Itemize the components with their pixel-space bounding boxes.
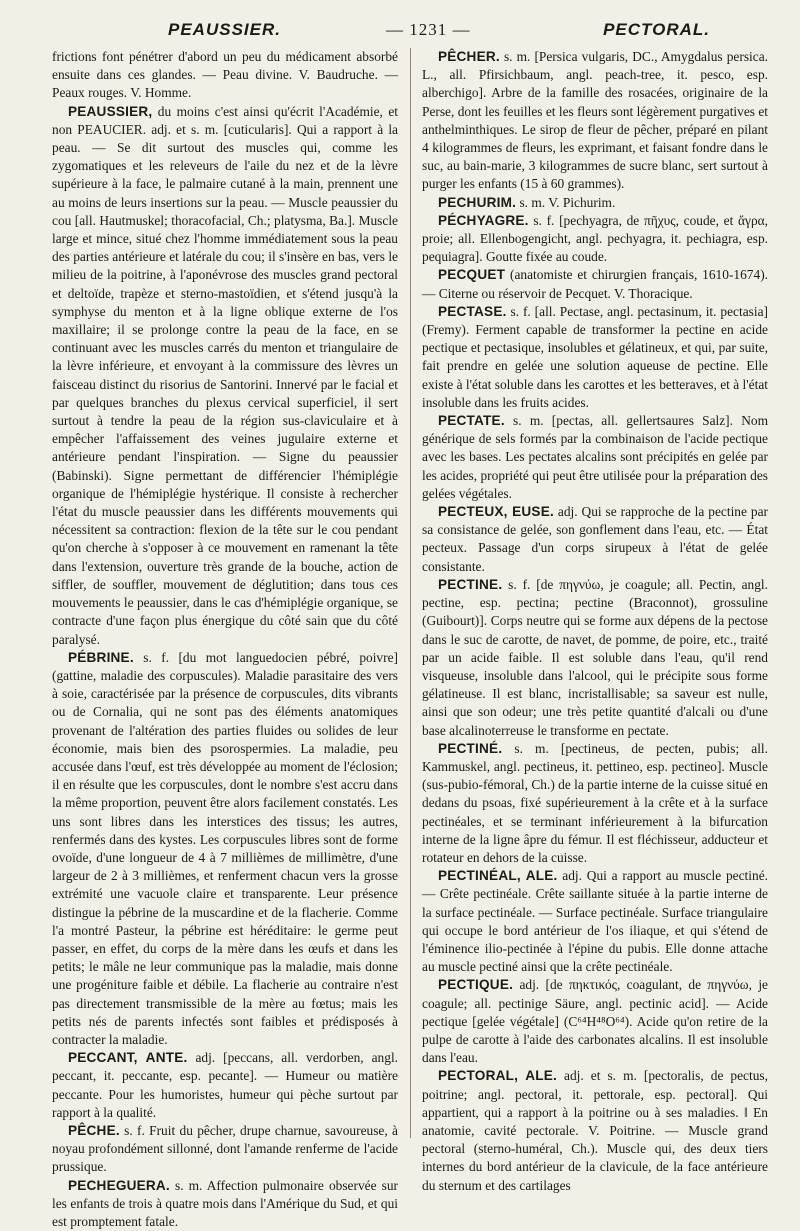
page-number: — 1231 — bbox=[386, 20, 471, 39]
entry-text: s. f. [de πηγνύω, je coagule; all. Pectin, angl. pectine, esp. pectina; pectine (Braconnot), grossuline (Guibourt)]. Corps neutre qui se forme aux dépens de la pectose dans le suc de carotte, de navet, de pomme, de poire, etc., traité par un acide faible. Il est soluble dans l'eau, qu'il rend visqueuse, insoluble dans l'alcool, qui le précipite sous forme gélatineuse. Il est blanc, incristallisable; sa saveur est nulle, ainsi que son odeur; une très petite quantité d'alcali ou d'une base alcalinoterreuse le transforme en pectate. bbox=[422, 576, 768, 738]
entry-headword: PÊCHE. bbox=[68, 1122, 120, 1138]
dictionary-entry bbox=[422, 1067, 768, 1194]
entry-headword: PÊCHER. bbox=[438, 49, 500, 64]
dictionary-entry bbox=[52, 1049, 398, 1122]
entry-headword: PECTINÉ. bbox=[438, 740, 503, 756]
entry-text: adj. et s. m. [pectoralis, de pectus, poitrine; angl. pectoral, it. pettorale, esp. pectoral]. Qui appartient, qui a rapport à la poitrine ou à ses maladies. ‖ En anatomie, cavité pectorale. V. Poitrine. — Muscle grand pectoral (sterno-huméral, Ch.). Muscle qui, des deux tiers internes du bord antérieur de la clavicule, de la face antérieure du sternum et des cartilages bbox=[422, 1068, 768, 1193]
entry-text: du moins c'est ainsi qu'écrit l'Académie, et non PEAUCIER. adj. et s. m. [cuticularis]. Qui a rapport à la peau. — Se dit surtout des muscles qui, comme les zygomatiques et les releveurs de l'aile du nez et de la lèvre supérieure à la face, le palmaire cutané à la main, prennent une au moins de leurs insertions sur la peau. — Muscle peaussier du cou [all. Hautmuskel; thoracofacial, Ch.; platysma, Ba.]. Muscle large et mince, situé chez l'homme immédiatement sous la peau des parties antérieure et latérale du cou; il s'insère en bas, vers le milieu de la poitrine, à l'aponévrose des muscles grand pectoral et deltoïde, trapèze et sterno-mastoïdien, et s'étend jusqu'à la symphyse du menton et à la ligne oblique externe de l'os maxillaire; il se prolonge contre la peau de la face, en se continuant avec les muscles carrés du menton et triangulaire de la lèvre inférieure, et envoyant à la commissure des lèvres un faisceau distinct du risorius de Santorini. Innervé par le facial et par quelques branches du plexus cervical superficiel, il sert surtout à tendre la peau de la région sus-claviculaire et à empêcher l'affaissement des veines jugulaire externe et antérieure pendant l'inspiration. — Signe du peaussier (Babinski). Signe permettant de différencier l'hémiplégie organique de l'hémiplégie hystérique. Il consiste à rechercher l'état du muscle peaussier dans les différents mouvements qui nécessitent sa contraction: flexion de la tête sur le cou pendant qu'on cherche à s'opposer à ce mouvement en ramenant la tête dans l'extension, ouverture très grande de la bouche, action de siffler, de souffler, mouvement de déglutition; dans tous ces mouvements le peaussier, dans le cas d'hémiplégie organique, se contracte d'une façon plus énergique du côté sain que du côté paralysé. bbox=[52, 103, 398, 647]
entry-text: s. m. [pectineus, de pecten, pubis; all. Kammuskel, angl. pectineus, it. pettineo, esp. pectineo]. Muscle (sus-pubio-fémoral, Ch.) de la partie interne de la cuisse situé en dedans du psoas, fixé supérieurement à la crête et à la surface pectinéales, et se terminant inférieurement à la bifurcation interne de la ligne âpre du fémur. Il est fléchisseur, adducteur et rotateur en dehors de la cuisse. bbox=[422, 740, 768, 865]
dictionary-entry bbox=[422, 503, 768, 576]
header-left-title: PEAUSSIER. bbox=[168, 20, 281, 39]
entry-headword: PÉCHYAGRE. bbox=[438, 212, 529, 228]
entry-headword: PECTORAL, ALE. bbox=[438, 1068, 558, 1084]
dictionary-entry bbox=[52, 1122, 398, 1177]
column-divider bbox=[410, 48, 411, 1138]
entry-headword: PECTATE. bbox=[438, 413, 505, 429]
entry-headword: PECTASE. bbox=[438, 303, 507, 319]
entry-text: adj. [de πηκτικός, coagulant, de πηγνύω, je coagule; all. pectinige Säure, angl. pectinic acid]. — Acide pectique [gelée végétale] (C⁶⁴H⁴⁸O⁶⁴). Acide qu'on retire de la pulpe de carotte à l'aide des carbonates alcalins. Il est insoluble dans l'eau. bbox=[422, 977, 768, 1066]
entry-headword: PECTINÉAL, ALE. bbox=[438, 868, 558, 884]
dictionary-entry bbox=[422, 194, 768, 212]
entry-headword: PEAUSSIER, bbox=[68, 103, 153, 119]
entry-headword: PECHURIM. bbox=[438, 194, 517, 210]
dictionary-entry bbox=[52, 103, 398, 649]
dictionary-entry bbox=[422, 266, 768, 302]
entry-text: s. m. [Persica vulgaris, DC., Amygdalus persica. L., all. Pfirsichbaum, angl. peach-tree, it. pesco, esp. alberchigo]. Arbre de la famille des rosacées, originaire de la Perse, dont les feuilles et les fleurs sont légèrement purgatives et anthelminthiques. Le sirop de fleur de pêcher, préparé en pilant 4 kilogrammes de fleurs, les exprimant, et faisant fondre dans le suc, au bain-marie, 3 kilogrammes de sucre blanc, sert surtout à purger les enfants (15 à 60 grammes). bbox=[422, 49, 768, 192]
entry-text: s. f. Fruit du pêcher, drupe charnue, savoureuse, à noyau profondément sillonné, dont l'amande renferme de l'acide prussique. bbox=[52, 1122, 398, 1175]
entry-text: s. m. V. Pichurim. bbox=[519, 194, 616, 210]
dictionary-entry bbox=[422, 576, 768, 740]
dictionary-entry bbox=[52, 649, 398, 1049]
dictionary-entry bbox=[422, 412, 768, 503]
entry-text: s. m. Affection pulmonaire observée sur les enfants de trois à quatre mois dans l'Amérique du Sud, et qui est promptement fatale. bbox=[52, 1177, 398, 1229]
entry-text: s. f. [all. Pectase, angl. pectasinum, it. pectasia] (Fremy). Ferment capable de transformer la pectine en acide pectique et pectasique, insolubles et gélatineux, et qui, par suite, fait prendre en gelée une solution aqueuse de pectine. Elle existe à l'état soluble dans les carottes et les betteraves, et à l'état insoluble dans les fruits acides. bbox=[422, 303, 768, 410]
entry-headword: PECTEUX, EUSE. bbox=[438, 504, 554, 520]
dictionary-entry bbox=[422, 740, 768, 867]
entry-text: (anatomiste et chirurgien français, 1610-1674). — Citerne ou réservoir de Pecquet. V. Thoracique. bbox=[422, 267, 768, 301]
entry-text: adj. Qui se rapproche de la pectine par sa consistance de gelée, son gonflement dans l'eau, etc. — État pecteux. Passage d'un corps sirupeux à l'état de gelée consistante. bbox=[422, 504, 768, 574]
entry-text: adj. Qui a rapport au muscle pectiné. — Crête pectinéale. Crête saillante située à la partie interne de la surface pectinéale. — Surface pectinéale. Surface triangulaire qui occupe le bord antérieur de l'os iliaque, et qui s'étend de l'éminence ilio-pectinée à l'épine du pubis. Elle donne attache au muscle pectiné ainsi que la crête pectinéale. bbox=[422, 868, 768, 975]
entry-headword: PECTIQUE. bbox=[438, 977, 514, 993]
entry-headword: PECHEGUERA. bbox=[68, 1177, 170, 1193]
entry-headword: PECQUET bbox=[438, 267, 506, 283]
dictionary-entry bbox=[422, 867, 768, 976]
entry-headword: PECCANT, ANTE. bbox=[68, 1050, 188, 1066]
dictionary-entry bbox=[52, 1177, 398, 1231]
entry-text: frictions font pénétrer d'abord un peu du médicament absorbé ensuite dans ces glandes. — Peau divine. V. Baudruche. — Peaux rouges. V. Homme. bbox=[52, 49, 398, 101]
running-head bbox=[50, 16, 770, 42]
entry-text: s. f. [du mot languedocien pébré, poivre] (gattine, maladie des corpuscules). Maladie parasitaire des vers à soie, caractérisée par la présence de corpuscules, dits vibrants ou de Cornalia, qui ne sont pas des éléments anatomiques provenant de l'altération des parties fluides ou solides de leur économie, mais bien des psorospermies. La maladie, peu accusée dans l'œuf, est très développée au moment de l'éclosion; il en résulte que les corpuscules, dont le nombre s'est accru dans la même proportion, peuvent être alors facilement constatés. Les uns sont libres dans les interstices des tissus; les autres, renfermés dans des kystes. Les corpuscules libres sont de forme ovoïde, d'une longueur de 4 à 7 millièmes de millimètre, d'une largeur de 2 à 3 millièmes, et renferment chacun vers la grosse extrémité une vacuole claire et transparente. Leur présence distingue la pébrine de la muscardine et de la flacherie. Comme l'a montré Pasteur, la pébrine est héréditaire: le germe peut passer, en effet, du corps de la mère dans les œufs et dans les petits; le mâle ne leur communique pas la maladie, mais donne une progéniture faible et débile. La flacherie au contraire n'est pas directement transmissible de la mère au fœtus; mais les petits nés de parents infectés sont faibles et prédisposés à contracter la maladie. bbox=[52, 649, 398, 1047]
dictionary-entry bbox=[422, 303, 768, 412]
entry-headword: PÉBRINE. bbox=[68, 649, 134, 665]
entry-text: s. m. [pectas, all. gellertsaures Salz]. Nom générique de sels formés par la combinaison de l'acide pectique avec les bases. Les pectates alcalins sont précipités en gelée par les acides, propriété qui peut être utilisée pour la préparation des gelées végétales. bbox=[422, 413, 768, 501]
dictionary-entry bbox=[52, 48, 398, 103]
left-column bbox=[52, 48, 399, 1229]
right-column bbox=[422, 48, 768, 1193]
entry-text: s. f. [pechyagra, de πῆχυς, coude, et ἄγρα, proie; all. Ellenbogengicht, angl. pechyagra, it. pechiagra, esp. pequiagra]. Goutte fixée au coude. bbox=[422, 212, 768, 265]
entry-headword: PECTINE. bbox=[438, 576, 503, 592]
dictionary-entry bbox=[422, 976, 768, 1067]
dictionary-entry bbox=[422, 48, 768, 194]
dictionary-entry bbox=[422, 212, 768, 267]
header-right-title: PECTORAL. bbox=[603, 20, 710, 39]
entry-text: adj. [peccans, all. verdorben, angl. peccant, it. peccante, esp. pecante]. — Humeur ou matière peccante. Pour les humoristes, humeur qui pèche surtout par rapport à la qualité. bbox=[52, 1050, 399, 1120]
